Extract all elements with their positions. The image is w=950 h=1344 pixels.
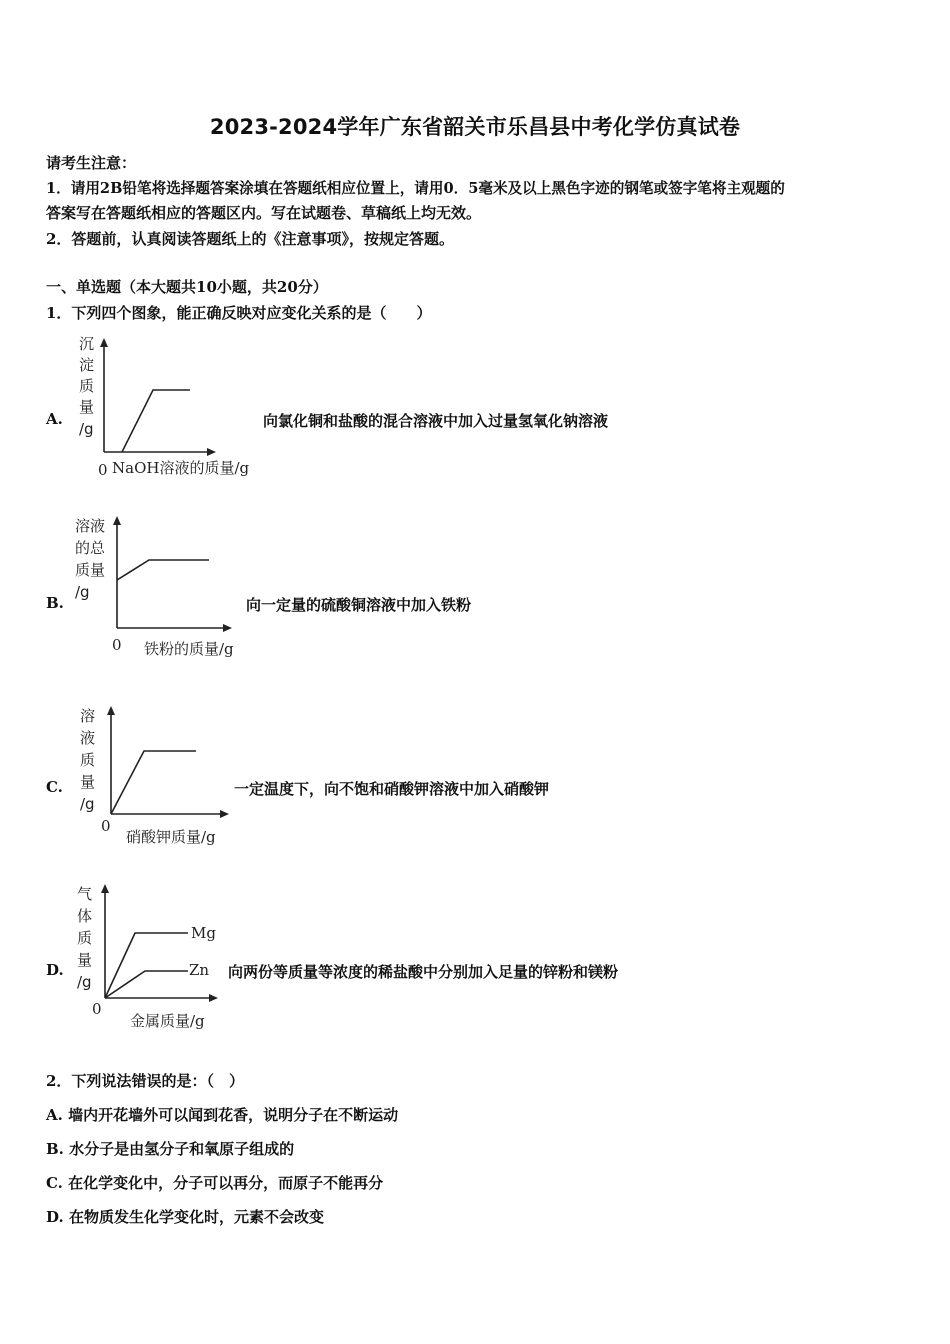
y-label-char: 量 <box>79 398 95 416</box>
question-1-stem: 1．下列四个图象，能正确反映对应变化关系的是（ ） <box>46 304 432 322</box>
y-label-char: 质 <box>80 751 96 769</box>
q2-option-a-letter: A. <box>46 1106 63 1124</box>
x-axis-arrow <box>220 810 229 818</box>
y-label-char: 沉 <box>79 335 95 353</box>
y-axis-arrow <box>113 516 121 525</box>
y-label-char: 的总 <box>75 539 106 557</box>
x-axis-arrow <box>209 994 218 1002</box>
notice-heading: 请考生注意： <box>46 154 137 172</box>
origin-label: 0 <box>112 636 122 654</box>
section-heading: 一、单选题（本大题共10小题，共20分） <box>46 278 328 296</box>
question-2-stem: 2．下列说法错误的是：（ ） <box>46 1072 244 1090</box>
y-axis-arrow <box>101 884 109 893</box>
series-label-zn: Zn <box>189 961 210 979</box>
origin-label: 0 <box>98 461 108 479</box>
y-axis-label <box>79 335 94 438</box>
data-curve <box>122 390 190 452</box>
q1-option-a-graph <box>70 332 270 482</box>
y-axis-arrow <box>107 706 115 715</box>
x-axis-arrow <box>223 624 232 632</box>
y-axis-label <box>75 517 106 601</box>
data-curve-mg <box>105 933 188 998</box>
data-curve-zn <box>105 971 188 998</box>
x-axis-label: 金属质量/g <box>130 1012 205 1030</box>
data-curve <box>111 751 196 814</box>
q2-option-c-text: 在化学变化中，分子可以再分，而原子不能再分 <box>68 1174 384 1192</box>
q1-option-a-letter: A. <box>46 410 63 428</box>
x-axis-label: 硝酸钾质量/g <box>126 828 216 846</box>
origin-label: 0 <box>92 1000 102 1018</box>
q2-option-b <box>46 1138 294 1159</box>
y-label-char: 质 <box>79 377 95 395</box>
q2-option-c-letter: C. <box>46 1174 63 1192</box>
y-label-char: /g <box>79 420 94 438</box>
q1-option-b-letter: B. <box>46 594 64 612</box>
data-curve <box>117 560 209 580</box>
q2-option-b-letter: B. <box>46 1140 64 1158</box>
y-label-char: /g <box>80 795 95 813</box>
q1-option-b-graph <box>72 512 272 662</box>
q1-option-d-graph <box>72 880 272 1032</box>
y-axis-label <box>77 885 92 991</box>
notice-line-2: 2．答题前，认真阅读答题纸上的《注意事项》，按规定答题。 <box>46 230 454 248</box>
q1-option-d-text: 向两份等质量等浓度的稀盐酸中分别加入足量的锌粉和镁粉 <box>228 963 619 981</box>
origin-label: 0 <box>101 817 111 835</box>
y-axis-label <box>80 707 95 813</box>
y-label-char: 气 <box>77 885 93 903</box>
y-label-char: 体 <box>77 907 93 925</box>
x-axis-arrow <box>207 448 216 456</box>
notice-line-1b: 答案写在答题纸相应的答题区内。写在试题卷、草稿纸上均无效。 <box>46 204 482 222</box>
q1-option-b-text: 向一定量的硫酸铜溶液中加入铁粉 <box>246 596 472 614</box>
q2-option-a-text: 墙内开花墙外可以闻到花香，说明分子在不断运动 <box>68 1106 399 1124</box>
y-axis-arrow <box>100 338 108 347</box>
y-label-char: 质 <box>77 929 93 947</box>
y-label-char: 淀 <box>79 356 95 374</box>
y-label-char: 量 <box>80 773 96 791</box>
y-label-char: 量 <box>77 951 93 969</box>
q1-option-a-text: 向氯化铜和盐酸的混合溶液中加入过量氢氧化钠溶液 <box>263 412 609 430</box>
q2-option-d <box>46 1206 324 1227</box>
series-label-mg: Mg <box>191 924 216 942</box>
y-label-char: 溶 <box>80 707 96 725</box>
q2-option-d-letter: D. <box>46 1208 64 1226</box>
q1-option-c-text: 一定温度下，向不饱和硝酸钾溶液中加入硝酸钾 <box>234 780 550 798</box>
x-axis-label: NaOH溶液的质量/g <box>112 459 250 477</box>
notice-line-1: 1．请用2B铅笔将选择题答案涂填在答题纸相应位置上，请用0．5毫米及以上黑色字迹的钢笔或签字笔将主观题的 <box>46 180 785 197</box>
y-label-char: /g <box>77 973 92 991</box>
q2-option-d-text: 在物质发生化学变化时，元素不会改变 <box>68 1208 324 1226</box>
y-label-char: 质量 <box>75 561 106 579</box>
q1-option-c-letter: C. <box>46 778 63 796</box>
y-label-char: 液 <box>80 729 96 747</box>
q2-option-a <box>46 1104 398 1125</box>
q2-option-b-text: 水分子是由氢分子和氧原子组成的 <box>69 1140 295 1158</box>
x-axis-label: 铁粉的质量/g <box>144 640 234 658</box>
y-label-char: 溶液 <box>75 517 106 535</box>
q2-option-c <box>46 1172 383 1193</box>
q1-option-d-letter: D. <box>46 961 64 979</box>
page-title: 2023-2024学年广东省韶关市乐昌县中考化学仿真试卷 <box>209 115 741 139</box>
y-label-char: /g <box>75 583 90 601</box>
q1-option-c-graph <box>72 700 272 850</box>
